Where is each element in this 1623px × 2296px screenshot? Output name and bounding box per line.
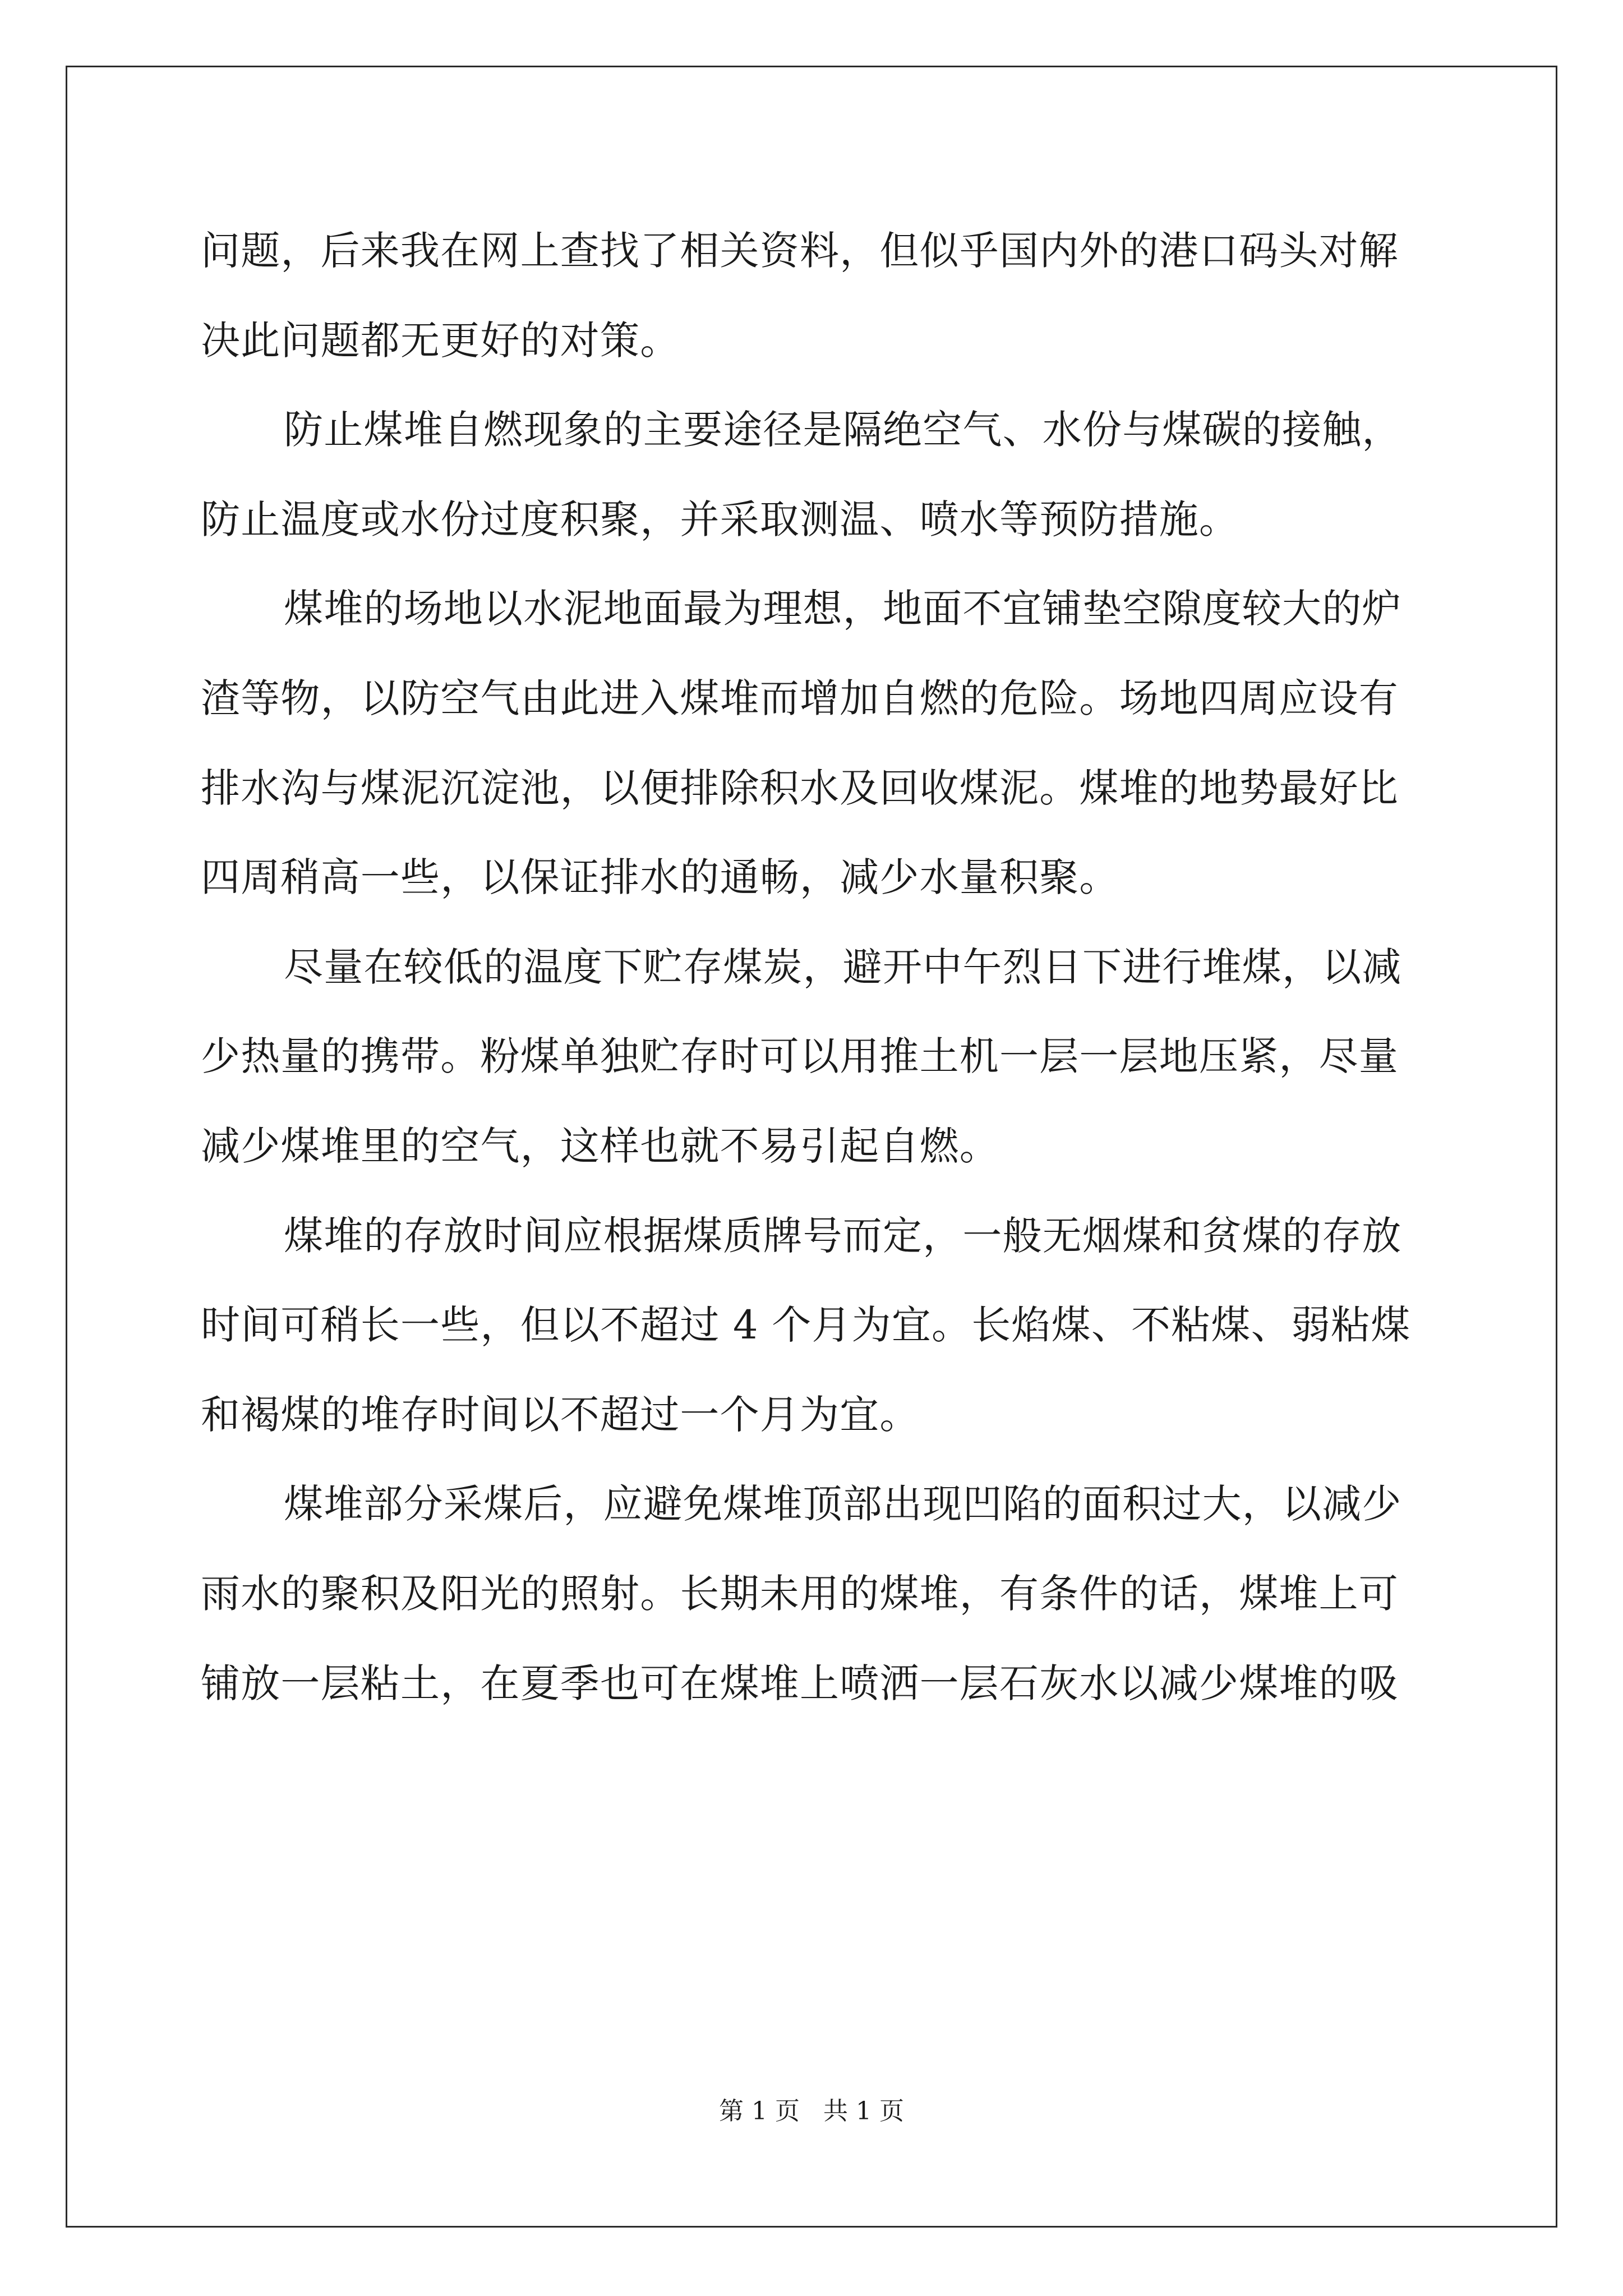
text-line: 防止温度或水份过度积聚，并采取测温、喷水等预防措施。 [201, 496, 1239, 542]
text-line: 铺放一层粘土，在夏季也可在煤堆上喷洒一层石灰水以减少煤堆的吸 [201, 1660, 1399, 1706]
page-number-total: 共 1 页 [823, 2097, 904, 2125]
page-number-current: 第 1 页 [719, 2097, 800, 2125]
text-line: 煤堆的场地以水泥地面最为理想，地面不宜铺垫空隙度较大的炉 [284, 586, 1402, 632]
page-footer [0, 2095, 1623, 2128]
text-line: 雨水的聚积及阳光的照射。长期未用的煤堆，有条件的话，煤堆上可 [201, 1570, 1399, 1617]
text-line: 和褐煤的堆存时间以不超过一个月为宜。 [201, 1391, 920, 1438]
text-line: 防止煤堆自燃现象的主要途径是隔绝空气、水份与煤碳的接触， [284, 407, 1402, 453]
text-line: 渣等物，以防空气由此进入煤堆而增加自燃的危险。场地四周应设有 [201, 675, 1399, 721]
text-line: 时间可稍长一些，但以不超过 4 个月为宜。长焰煤、不粘煤、弱粘煤 [201, 1302, 1411, 1349]
text-line: 排水沟与煤泥沉淀池，以便排除积水及回收煤泥。煤堆的地势最好比 [201, 765, 1399, 811]
text-line: 尽量在较低的温度下贮存煤炭，避开中午烈日下进行堆煤，以减 [284, 944, 1402, 990]
text-line: 四周稍高一些，以保证排水的通畅，减少水量积聚。 [201, 854, 1119, 901]
text-line: 少热量的携带。粉煤单独贮存时可以用推土机一层一层地压紧，尽量 [201, 1033, 1399, 1080]
text-line: 问题，后来我在网上查找了相关资料，但似乎国内外的港口码头对解 [201, 228, 1399, 274]
text-line: 减少煤堆里的空气，这样也就不易引起自燃。 [201, 1122, 999, 1169]
text-line: 煤堆部分采煤后，应避免煤堆顶部出现凹陷的面积过大，以减少 [284, 1481, 1402, 1527]
document-body [201, 206, 1423, 1728]
text-line: 决此问题都无更好的对策。 [201, 317, 680, 364]
text-line: 煤堆的存放时间应根据煤质牌号而定，一般无烟煤和贫煤的存放 [284, 1212, 1402, 1259]
